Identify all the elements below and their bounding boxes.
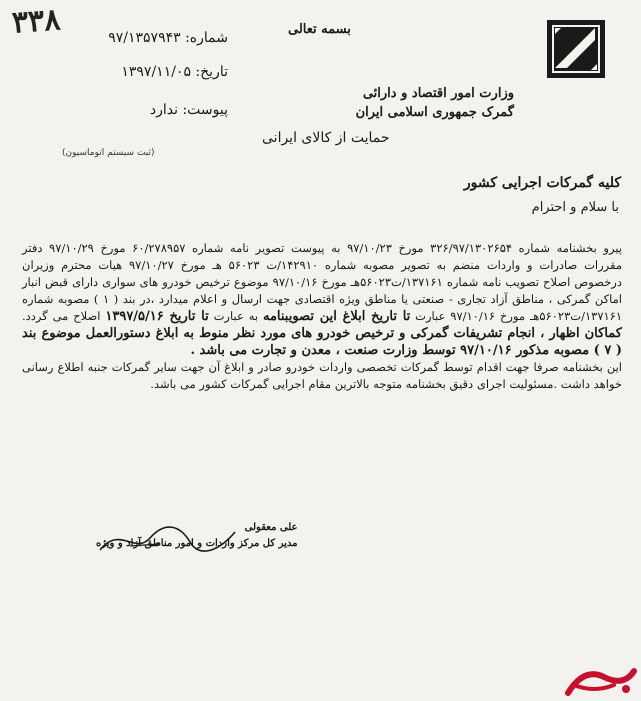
slogan: حمایت از کالای ایرانی xyxy=(262,130,390,146)
greeting: با سلام و احترام xyxy=(531,200,619,215)
recipient: کلیه گمرکات اجرایی کشور xyxy=(463,175,621,191)
date-label: تاریخ: xyxy=(195,64,228,80)
date-row xyxy=(117,64,228,80)
bismillah-heading: بسمه تعالی xyxy=(288,22,351,37)
ministry-block xyxy=(355,84,514,122)
paragraph-1 xyxy=(22,240,622,359)
paragraph-2: این بخشنامه صرفا جهت اقدام توسط گمرکات تخصصی واردات خودرو صادر و ابلاغ آن جهت سایر گمرکات جنبه اطلاع رسانی خواهد داشت .مسئولیت اجرای دقیق بخشنامه متوجه بالاترین مقام اجرایی گمرکات کشور می باشد. xyxy=(22,360,622,391)
number-label: شماره: xyxy=(185,30,228,46)
handwritten-number: ۳۳۸ xyxy=(10,2,62,41)
letter-body xyxy=(22,240,622,393)
attachment-value: ندارد xyxy=(149,102,178,118)
news-watermark-logo xyxy=(564,663,638,699)
attachment-label: پیوست: xyxy=(182,102,228,118)
customs-name: گمرک جمهوری اسلامی ایران xyxy=(355,105,514,120)
attachment-row xyxy=(146,102,228,118)
paragraph-1-bold-date: تا تاریخ ۱۳۹۷/۵/۱۶ xyxy=(105,309,209,324)
signature-block xyxy=(96,520,298,552)
paragraph-1-end: اصلاح می گردد. xyxy=(22,309,101,323)
automation-note: (ثبت سیستم اتوماسیون) xyxy=(62,148,155,158)
number-value: ۹۷/۱۳۵۷۹۴۳ xyxy=(108,30,181,46)
paragraph-1-bold-clause: کماکان اظهار ، انجام تشریفات گمرکی و ترخیص خودرو های مورد نظر منوط به ابلاغ دستورالعمل موضوع بند ( ۷ ) مصوبه مذکور ۹۷/۱۰/۱۶ توسط وزارت صنعت ، معدن و تجارت می باشد . xyxy=(22,326,622,358)
number-row xyxy=(104,30,228,46)
paragraph-1-bold: تا تاریخ ابلاغ این تصویبنامه xyxy=(262,309,411,324)
ministry-name: وزارت امور اقتصاد و دارائی xyxy=(362,86,514,101)
paragraph-1-mid: به عبارت xyxy=(213,309,259,323)
customs-logo-icon xyxy=(545,18,607,80)
date-value: ۱۳۹۷/۱۱/۰۵ xyxy=(121,64,191,80)
signer-title: مدیر کل مرکز واردات و امور مناطق آزاد و ویژه xyxy=(96,538,298,549)
paragraph-1-text: پیرو بخشنامه شماره ۳۲۶/۹۷/۱۳۰۲۶۵۴ مورخ ۹۷/۱۰/۲۳ به پیوست تصویر نامه شماره ۶۰/۲۷۸۹۵۷ مورخ ۹۷/۱۰/۲۹ دفتر مقررات صادرات و واردات منضم به تصویر مصوبه شماره ۱۴۲۹۱۰/ت ۵۶۰۲۳ هـ مورخ ۹۷/۱۰/۲۷ هیات محترم وزیران درخصوص اصلاح تصویب نامه شماره ۱۳۷۱۶۱/ت۵۶۰۲۳هـ مورخ ۹۷/۱۰/۱۶ موضوع ترخیص خودرو های سواری دارای قبض انبار اماکن گمرکی ، مناطق آزاد تجاری - صنعتی یا مناطق ویژه اقتصادی جهت ارسال و اعلام میدارد ،در بند ( ۱ ) مصوبه شماره ۱۳۷۱۶۱/ت۵۶۰۲۳هـ مورخ ۹۷/۱۰/۱۶ عبارت xyxy=(22,241,623,323)
signer-name: علی معقولی xyxy=(244,522,298,533)
